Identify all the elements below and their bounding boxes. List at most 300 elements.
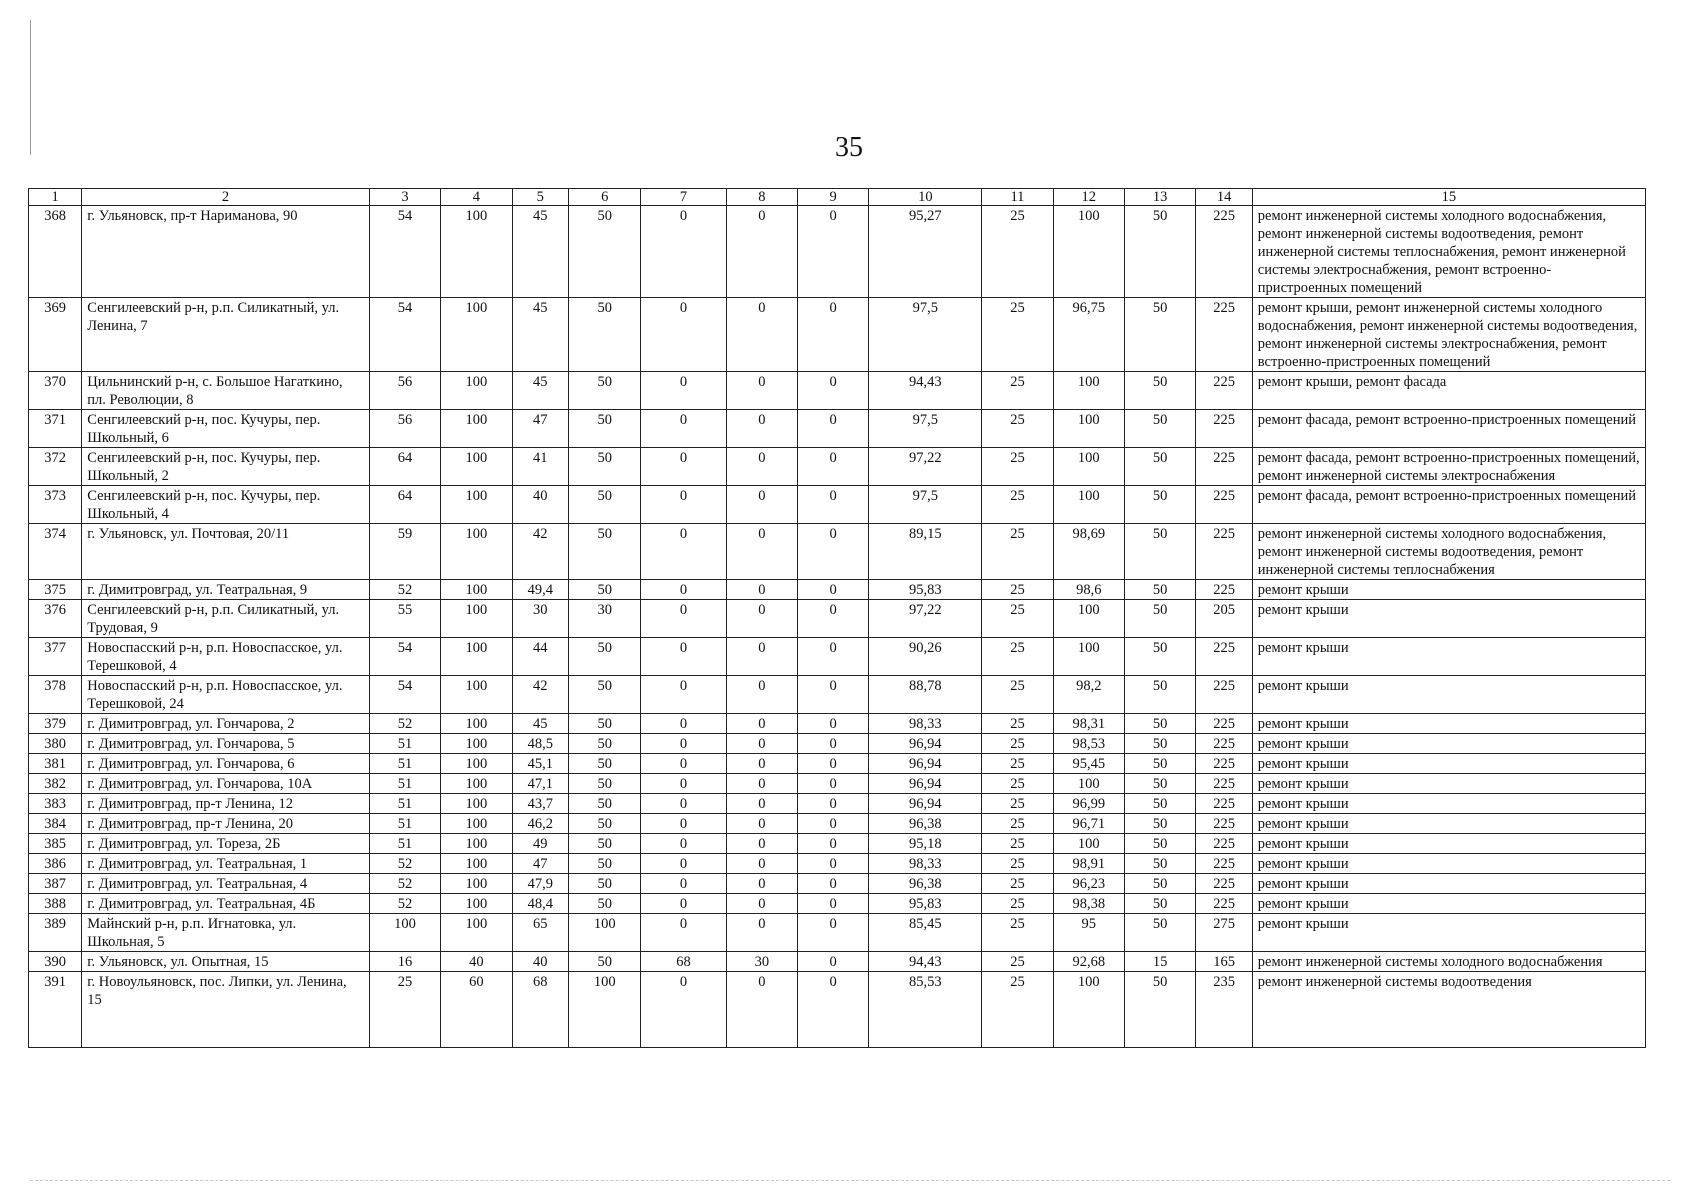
table-row xyxy=(29,580,1646,600)
column-header: 7 xyxy=(641,189,726,206)
value-cell-c7: 0 xyxy=(641,972,726,1048)
works-cell: ремонт крыши, ремонт фасада xyxy=(1252,372,1645,410)
works-cell: ремонт инженерной системы холодного водоснабжения, ремонт инженерной системы водоотведения, ремонт инженерной системы теплоснабжения xyxy=(1252,524,1645,580)
value-cell-c3: 54 xyxy=(369,638,440,676)
value-cell-c4: 100 xyxy=(441,524,512,580)
value-cell-c6: 50 xyxy=(569,794,641,814)
value-cell-c6: 50 xyxy=(569,410,641,448)
works-cell: ремонт крыши xyxy=(1252,774,1645,794)
value-cell-c4: 100 xyxy=(441,676,512,714)
table-row xyxy=(29,448,1646,486)
value-cell-c11: 25 xyxy=(982,874,1053,894)
value-cell-c9: 0 xyxy=(798,714,869,734)
column-header: 3 xyxy=(369,189,440,206)
table-row xyxy=(29,774,1646,794)
value-cell-c4: 100 xyxy=(441,600,512,638)
value-cell-c10: 94,43 xyxy=(869,952,982,972)
value-cell-c13: 50 xyxy=(1124,834,1195,854)
value-cell-c4: 100 xyxy=(441,894,512,914)
row-number-cell: 372 xyxy=(29,448,82,486)
table-row xyxy=(29,486,1646,524)
works-cell: ремонт крыши xyxy=(1252,600,1645,638)
value-cell-c6: 50 xyxy=(569,714,641,734)
value-cell-c8: 0 xyxy=(726,410,797,448)
row-number-cell: 376 xyxy=(29,600,82,638)
table-row xyxy=(29,638,1646,676)
value-cell-c6: 50 xyxy=(569,894,641,914)
value-cell-c6: 50 xyxy=(569,298,641,372)
value-cell-c4: 100 xyxy=(441,774,512,794)
value-cell-c5: 46,2 xyxy=(512,814,568,834)
value-cell-c10: 88,78 xyxy=(869,676,982,714)
value-cell-c12: 96,71 xyxy=(1053,814,1124,834)
value-cell-c14: 225 xyxy=(1196,410,1252,448)
value-cell-c12: 98,69 xyxy=(1053,524,1124,580)
value-cell-c11: 25 xyxy=(982,372,1053,410)
value-cell-c5: 47 xyxy=(512,410,568,448)
value-cell-c12: 100 xyxy=(1053,206,1124,298)
value-cell-c4: 100 xyxy=(441,754,512,774)
row-number-cell: 378 xyxy=(29,676,82,714)
column-header: 2 xyxy=(82,189,370,206)
value-cell-c7: 0 xyxy=(641,714,726,734)
value-cell-c7: 0 xyxy=(641,874,726,894)
value-cell-c11: 25 xyxy=(982,600,1053,638)
row-number-cell: 388 xyxy=(29,894,82,914)
value-cell-c3: 54 xyxy=(369,206,440,298)
row-number-cell: 389 xyxy=(29,914,82,952)
value-cell-c7: 0 xyxy=(641,914,726,952)
value-cell-c9: 0 xyxy=(798,854,869,874)
value-cell-c14: 225 xyxy=(1196,638,1252,676)
table-row xyxy=(29,298,1646,372)
value-cell-c5: 42 xyxy=(512,524,568,580)
value-cell-c7: 0 xyxy=(641,486,726,524)
table-row xyxy=(29,676,1646,714)
row-number-cell: 379 xyxy=(29,714,82,734)
value-cell-c7: 0 xyxy=(641,206,726,298)
value-cell-c5: 40 xyxy=(512,486,568,524)
address-cell: г. Димитровград, ул. Гончарова, 2 xyxy=(82,714,370,734)
table-row xyxy=(29,972,1646,1048)
value-cell-c9: 0 xyxy=(798,600,869,638)
value-cell-c13: 50 xyxy=(1124,372,1195,410)
value-cell-c8: 0 xyxy=(726,524,797,580)
table-row xyxy=(29,754,1646,774)
address-cell: Майнский р-н, р.п. Игнатовка, ул. Школьная, 5 xyxy=(82,914,370,952)
value-cell-c10: 98,33 xyxy=(869,714,982,734)
value-cell-c9: 0 xyxy=(798,874,869,894)
value-cell-c13: 50 xyxy=(1124,206,1195,298)
value-cell-c4: 100 xyxy=(441,638,512,676)
value-cell-c14: 225 xyxy=(1196,714,1252,734)
value-cell-c8: 0 xyxy=(726,794,797,814)
value-cell-c8: 0 xyxy=(726,894,797,914)
value-cell-c14: 225 xyxy=(1196,854,1252,874)
value-cell-c5: 41 xyxy=(512,448,568,486)
value-cell-c14: 225 xyxy=(1196,874,1252,894)
column-header: 14 xyxy=(1196,189,1252,206)
page-number: 35 xyxy=(835,132,863,163)
value-cell-c3: 64 xyxy=(369,448,440,486)
value-cell-c6: 50 xyxy=(569,952,641,972)
table-row xyxy=(29,894,1646,914)
value-cell-c12: 100 xyxy=(1053,600,1124,638)
value-cell-c4: 100 xyxy=(441,834,512,854)
value-cell-c7: 0 xyxy=(641,754,726,774)
address-cell: г. Ульяновск, пр-т Нариманова, 90 xyxy=(82,206,370,298)
value-cell-c4: 100 xyxy=(441,410,512,448)
value-cell-c14: 225 xyxy=(1196,794,1252,814)
column-number-header xyxy=(29,189,1646,206)
value-cell-c9: 0 xyxy=(798,794,869,814)
address-cell: Сенгилеевский р-н, пос. Кучуры, пер. Школьный, 4 xyxy=(82,486,370,524)
value-cell-c11: 25 xyxy=(982,972,1053,1048)
table-body xyxy=(29,206,1646,1048)
value-cell-c12: 100 xyxy=(1053,410,1124,448)
value-cell-c14: 225 xyxy=(1196,754,1252,774)
value-cell-c5: 45 xyxy=(512,714,568,734)
works-cell: ремонт крыши xyxy=(1252,580,1645,600)
value-cell-c3: 100 xyxy=(369,914,440,952)
column-header: 13 xyxy=(1124,189,1195,206)
value-cell-c11: 25 xyxy=(982,774,1053,794)
value-cell-c3: 51 xyxy=(369,794,440,814)
value-cell-c12: 96,23 xyxy=(1053,874,1124,894)
value-cell-c3: 52 xyxy=(369,714,440,734)
value-cell-c7: 0 xyxy=(641,894,726,914)
value-cell-c11: 25 xyxy=(982,486,1053,524)
value-cell-c8: 0 xyxy=(726,298,797,372)
value-cell-c8: 0 xyxy=(726,714,797,734)
value-cell-c3: 51 xyxy=(369,734,440,754)
value-cell-c7: 0 xyxy=(641,676,726,714)
value-cell-c11: 25 xyxy=(982,714,1053,734)
value-cell-c5: 45 xyxy=(512,372,568,410)
row-number-cell: 386 xyxy=(29,854,82,874)
value-cell-c9: 0 xyxy=(798,486,869,524)
works-cell: ремонт инженерной системы холодного водоснабжения xyxy=(1252,952,1645,972)
value-cell-c9: 0 xyxy=(798,754,869,774)
value-cell-c7: 0 xyxy=(641,774,726,794)
works-cell: ремонт инженерной системы холодного водоснабжения, ремонт инженерной системы водоотведения, ремонт инженерной системы теплоснабжения, ремонт инженерной системы электроснабжения, ремонт встроенно-пристроенных помещений xyxy=(1252,206,1645,298)
address-cell: г. Димитровград, ул. Театральная, 9 xyxy=(82,580,370,600)
value-cell-c4: 100 xyxy=(441,914,512,952)
column-header: 12 xyxy=(1053,189,1124,206)
value-cell-c6: 50 xyxy=(569,580,641,600)
address-cell: г. Димитровград, ул. Театральная, 4 xyxy=(82,874,370,894)
address-cell: г. Димитровград, ул. Гончарова, 5 xyxy=(82,734,370,754)
value-cell-c3: 54 xyxy=(369,298,440,372)
value-cell-c3: 52 xyxy=(369,894,440,914)
row-number-cell: 374 xyxy=(29,524,82,580)
value-cell-c4: 100 xyxy=(441,372,512,410)
works-cell: ремонт крыши xyxy=(1252,676,1645,714)
value-cell-c13: 15 xyxy=(1124,952,1195,972)
row-number-cell: 381 xyxy=(29,754,82,774)
value-cell-c6: 50 xyxy=(569,874,641,894)
value-cell-c7: 0 xyxy=(641,580,726,600)
value-cell-c6: 50 xyxy=(569,774,641,794)
column-header: 4 xyxy=(441,189,512,206)
value-cell-c8: 0 xyxy=(726,972,797,1048)
value-cell-c4: 100 xyxy=(441,206,512,298)
works-cell: ремонт фасада, ремонт встроенно-пристроенных помещений xyxy=(1252,410,1645,448)
works-cell: ремонт крыши xyxy=(1252,794,1645,814)
value-cell-c5: 68 xyxy=(512,972,568,1048)
works-cell: ремонт крыши xyxy=(1252,914,1645,952)
value-cell-c8: 0 xyxy=(726,372,797,410)
column-header: 6 xyxy=(569,189,641,206)
works-cell: ремонт крыши xyxy=(1252,894,1645,914)
value-cell-c3: 52 xyxy=(369,874,440,894)
value-cell-c12: 100 xyxy=(1053,834,1124,854)
works-cell: ремонт крыши xyxy=(1252,854,1645,874)
value-cell-c11: 25 xyxy=(982,638,1053,676)
value-cell-c14: 235 xyxy=(1196,972,1252,1048)
value-cell-c3: 59 xyxy=(369,524,440,580)
value-cell-c7: 0 xyxy=(641,734,726,754)
value-cell-c11: 25 xyxy=(982,676,1053,714)
value-cell-c11: 25 xyxy=(982,952,1053,972)
works-cell: ремонт крыши xyxy=(1252,834,1645,854)
value-cell-c13: 50 xyxy=(1124,600,1195,638)
value-cell-c4: 100 xyxy=(441,298,512,372)
value-cell-c13: 50 xyxy=(1124,814,1195,834)
value-cell-c8: 0 xyxy=(726,448,797,486)
value-cell-c7: 0 xyxy=(641,524,726,580)
value-cell-c5: 45 xyxy=(512,206,568,298)
value-cell-c8: 30 xyxy=(726,952,797,972)
value-cell-c14: 275 xyxy=(1196,914,1252,952)
works-cell: ремонт крыши xyxy=(1252,714,1645,734)
value-cell-c13: 50 xyxy=(1124,894,1195,914)
column-header: 9 xyxy=(798,189,869,206)
table-row xyxy=(29,206,1646,298)
value-cell-c12: 100 xyxy=(1053,486,1124,524)
column-header: 5 xyxy=(512,189,568,206)
value-cell-c13: 50 xyxy=(1124,774,1195,794)
value-cell-c11: 25 xyxy=(982,834,1053,854)
value-cell-c13: 50 xyxy=(1124,972,1195,1048)
value-cell-c3: 55 xyxy=(369,600,440,638)
column-header: 10 xyxy=(869,189,982,206)
table-row xyxy=(29,874,1646,894)
works-cell: ремонт крыши xyxy=(1252,814,1645,834)
works-cell: ремонт крыши xyxy=(1252,734,1645,754)
value-cell-c4: 100 xyxy=(441,714,512,734)
row-number-cell: 384 xyxy=(29,814,82,834)
table-row xyxy=(29,410,1646,448)
value-cell-c6: 50 xyxy=(569,486,641,524)
works-cell: ремонт фасада, ремонт встроенно-пристроенных помещений xyxy=(1252,486,1645,524)
value-cell-c10: 97,5 xyxy=(869,410,982,448)
value-cell-c8: 0 xyxy=(726,600,797,638)
value-cell-c12: 95,45 xyxy=(1053,754,1124,774)
value-cell-c6: 100 xyxy=(569,972,641,1048)
value-cell-c7: 0 xyxy=(641,448,726,486)
address-cell: Сенгилеевский р-н, р.п. Силикатный, ул. Ленина, 7 xyxy=(82,298,370,372)
value-cell-c10: 85,53 xyxy=(869,972,982,1048)
value-cell-c10: 95,83 xyxy=(869,894,982,914)
works-cell: ремонт крыши xyxy=(1252,874,1645,894)
value-cell-c4: 100 xyxy=(441,734,512,754)
value-cell-c6: 50 xyxy=(569,854,641,874)
value-cell-c3: 52 xyxy=(369,580,440,600)
value-cell-c10: 97,22 xyxy=(869,600,982,638)
value-cell-c9: 0 xyxy=(798,676,869,714)
value-cell-c11: 25 xyxy=(982,754,1053,774)
value-cell-c6: 50 xyxy=(569,372,641,410)
value-cell-c8: 0 xyxy=(726,486,797,524)
address-cell: Сенгилеевский р-н, пос. Кучуры, пер. Школьный, 2 xyxy=(82,448,370,486)
row-number-cell: 380 xyxy=(29,734,82,754)
value-cell-c4: 40 xyxy=(441,952,512,972)
value-cell-c14: 225 xyxy=(1196,834,1252,854)
row-number-cell: 385 xyxy=(29,834,82,854)
value-cell-c14: 225 xyxy=(1196,206,1252,298)
value-cell-c3: 51 xyxy=(369,774,440,794)
value-cell-c7: 0 xyxy=(641,410,726,448)
value-cell-c4: 60 xyxy=(441,972,512,1048)
value-cell-c11: 25 xyxy=(982,448,1053,486)
value-cell-c13: 50 xyxy=(1124,754,1195,774)
value-cell-c13: 50 xyxy=(1124,638,1195,676)
value-cell-c12: 98,53 xyxy=(1053,734,1124,754)
value-cell-c4: 100 xyxy=(441,874,512,894)
value-cell-c11: 25 xyxy=(982,894,1053,914)
value-cell-c13: 50 xyxy=(1124,580,1195,600)
value-cell-c5: 43,7 xyxy=(512,794,568,814)
value-cell-c5: 42 xyxy=(512,676,568,714)
value-cell-c6: 50 xyxy=(569,734,641,754)
value-cell-c3: 64 xyxy=(369,486,440,524)
value-cell-c10: 94,43 xyxy=(869,372,982,410)
value-cell-c4: 100 xyxy=(441,794,512,814)
value-cell-c10: 98,33 xyxy=(869,854,982,874)
row-number-cell: 390 xyxy=(29,952,82,972)
value-cell-c3: 51 xyxy=(369,754,440,774)
column-header: 15 xyxy=(1252,189,1645,206)
address-cell: г. Димитровград, ул. Гончарова, 10А xyxy=(82,774,370,794)
column-header: 1 xyxy=(29,189,82,206)
value-cell-c3: 56 xyxy=(369,372,440,410)
column-header: 8 xyxy=(726,189,797,206)
value-cell-c7: 0 xyxy=(641,814,726,834)
value-cell-c8: 0 xyxy=(726,834,797,854)
row-number-cell: 377 xyxy=(29,638,82,676)
value-cell-c7: 0 xyxy=(641,854,726,874)
value-cell-c7: 0 xyxy=(641,298,726,372)
address-cell: Новоспасский р-н, р.п. Новоспасское, ул. Терешковой, 4 xyxy=(82,638,370,676)
value-cell-c10: 96,38 xyxy=(869,814,982,834)
table-row xyxy=(29,834,1646,854)
value-cell-c3: 16 xyxy=(369,952,440,972)
value-cell-c13: 50 xyxy=(1124,794,1195,814)
value-cell-c12: 96,99 xyxy=(1053,794,1124,814)
value-cell-c7: 0 xyxy=(641,834,726,854)
value-cell-c10: 96,94 xyxy=(869,734,982,754)
value-cell-c14: 225 xyxy=(1196,676,1252,714)
value-cell-c8: 0 xyxy=(726,774,797,794)
value-cell-c11: 25 xyxy=(982,814,1053,834)
value-cell-c3: 56 xyxy=(369,410,440,448)
value-cell-c14: 225 xyxy=(1196,814,1252,834)
value-cell-c6: 50 xyxy=(569,814,641,834)
value-cell-c6: 50 xyxy=(569,638,641,676)
address-cell: г. Димитровград, пр-т Ленина, 20 xyxy=(82,814,370,834)
value-cell-c11: 25 xyxy=(982,914,1053,952)
value-cell-c14: 225 xyxy=(1196,298,1252,372)
value-cell-c14: 165 xyxy=(1196,952,1252,972)
value-cell-c14: 225 xyxy=(1196,486,1252,524)
value-cell-c5: 40 xyxy=(512,952,568,972)
value-cell-c14: 225 xyxy=(1196,448,1252,486)
value-cell-c5: 44 xyxy=(512,638,568,676)
value-cell-c9: 0 xyxy=(798,580,869,600)
value-cell-c10: 95,27 xyxy=(869,206,982,298)
value-cell-c7: 0 xyxy=(641,372,726,410)
value-cell-c5: 45,1 xyxy=(512,754,568,774)
address-cell: г. Новоульяновск, пос. Липки, ул. Ленина, 15 xyxy=(82,972,370,1048)
value-cell-c9: 0 xyxy=(798,894,869,914)
value-cell-c13: 50 xyxy=(1124,854,1195,874)
value-cell-c8: 0 xyxy=(726,754,797,774)
value-cell-c5: 49,4 xyxy=(512,580,568,600)
value-cell-c9: 0 xyxy=(798,834,869,854)
value-cell-c8: 0 xyxy=(726,638,797,676)
value-cell-c6: 50 xyxy=(569,206,641,298)
value-cell-c13: 50 xyxy=(1124,914,1195,952)
address-cell: г. Димитровград, пр-т Ленина, 12 xyxy=(82,794,370,814)
value-cell-c11: 25 xyxy=(982,854,1053,874)
value-cell-c9: 0 xyxy=(798,952,869,972)
value-cell-c8: 0 xyxy=(726,580,797,600)
table-row xyxy=(29,372,1646,410)
value-cell-c13: 50 xyxy=(1124,714,1195,734)
value-cell-c11: 25 xyxy=(982,206,1053,298)
value-cell-c6: 50 xyxy=(569,676,641,714)
value-cell-c12: 98,91 xyxy=(1053,854,1124,874)
value-cell-c12: 98,31 xyxy=(1053,714,1124,734)
value-cell-c5: 47,9 xyxy=(512,874,568,894)
value-cell-c6: 50 xyxy=(569,524,641,580)
value-cell-c14: 225 xyxy=(1196,894,1252,914)
row-number-cell: 387 xyxy=(29,874,82,894)
value-cell-c9: 0 xyxy=(798,372,869,410)
value-cell-c13: 50 xyxy=(1124,486,1195,524)
value-cell-c12: 98,38 xyxy=(1053,894,1124,914)
value-cell-c3: 52 xyxy=(369,854,440,874)
value-cell-c5: 47,1 xyxy=(512,774,568,794)
value-cell-c11: 25 xyxy=(982,410,1053,448)
value-cell-c10: 85,45 xyxy=(869,914,982,952)
address-cell: Сенгилеевский р-н, р.п. Силикатный, ул. Трудовая, 9 xyxy=(82,600,370,638)
value-cell-c7: 68 xyxy=(641,952,726,972)
works-cell: ремонт крыши, ремонт инженерной системы холодного водоснабжения, ремонт инженерной системы водоотведения, ремонт инженерной системы электроснабжения, ремонт встроенно-пристроенных помещений xyxy=(1252,298,1645,372)
repair-registry-table xyxy=(28,188,1646,1048)
header-row xyxy=(29,189,1646,206)
value-cell-c11: 25 xyxy=(982,580,1053,600)
value-cell-c9: 0 xyxy=(798,734,869,754)
value-cell-c9: 0 xyxy=(798,774,869,794)
value-cell-c7: 0 xyxy=(641,638,726,676)
address-cell: г. Димитровград, ул. Театральная, 4Б xyxy=(82,894,370,914)
row-number-cell: 370 xyxy=(29,372,82,410)
works-cell: ремонт фасада, ремонт встроенно-пристроенных помещений, ремонт инженерной системы электроснабжения xyxy=(1252,448,1645,486)
row-number-cell: 382 xyxy=(29,774,82,794)
value-cell-c10: 96,94 xyxy=(869,774,982,794)
